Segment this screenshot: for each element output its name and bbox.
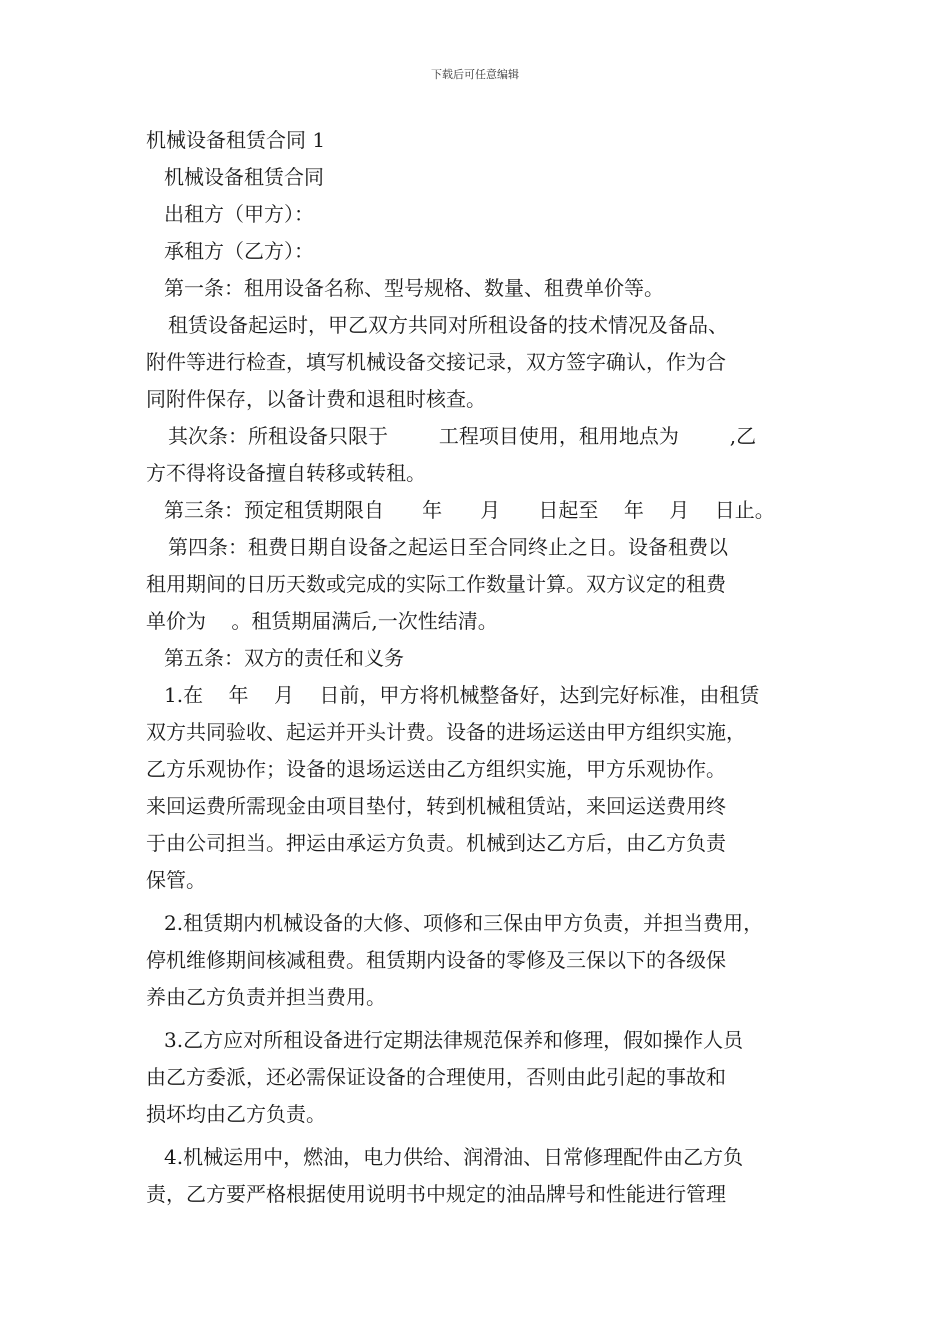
paragraph-line: 由乙方委派，还必需保证设备的合理使用，否则由此引起的事故和 — [146, 1065, 726, 1089]
article-5: 第五条：双方的责任和义务 — [164, 646, 404, 670]
paragraph-line: 养由乙方负责并担当费用。 — [146, 985, 386, 1009]
paragraph-line: 附件等进行检查，填写机械设备交接记录，双方签字确认，作为合 — [146, 350, 726, 374]
lessee-line: 承租方（乙方）： — [164, 239, 314, 263]
document-title: 机械设备租赁合同 1 — [146, 128, 326, 152]
paragraph-line: 停机维修期间核减租费。租赁期内设备的零修及三保以下的各级保 — [146, 948, 726, 972]
paragraph-line: 同附件保存，以备计费和退租时核查。 — [146, 387, 486, 411]
contract-heading: 机械设备租赁合同 — [164, 165, 324, 189]
article-2: 其次条：所租设备只限于 工程项目使用，租用地点为 ,乙 — [168, 424, 757, 448]
clause-2: 2.租赁期内机械设备的大修、项修和三保由甲方负责，并担当费用， — [164, 911, 764, 935]
lessor-line: 出租方（甲方）： — [164, 202, 314, 226]
paragraph-line: 来回运费所需现金由项目垫付，转到机械租赁站，来回运送费用终 — [146, 794, 726, 818]
paragraph-line: 损坏均由乙方负责。 — [146, 1102, 326, 1126]
clause-4: 4.机械运用中，燃油，电力供给、润滑油、日常修理配件由乙方负 — [164, 1145, 744, 1169]
paragraph-line: 于由公司担当。押运由承运方负责。机械到达乙方后，由乙方负责 — [146, 831, 726, 855]
document-body — [146, 122, 806, 1213]
paragraph-line: 乙方乐观协作；设备的退场运送由乙方组织实施，甲方乐观协作。 — [146, 757, 726, 781]
paragraph-line: 方不得将设备擅自转移或转租。 — [146, 461, 426, 485]
paragraph-line: 双方共同验收、起运并开头计费。设备的进场运送由甲方组织实施， — [146, 720, 746, 744]
clause-1: 1.在 年 月 日前，甲方将机械整备好，达到完好标准，由租赁 — [164, 683, 760, 707]
article-1: 第一条：租用设备名称、型号规格、数量、租费单价等。 — [164, 276, 664, 300]
article-3: 第三条：预定租赁期限自 年 月 日起至 年 月 日止。 — [164, 498, 775, 522]
paragraph-line: 租赁设备起运时，甲乙双方共同对所租设备的技术情况及备品、 — [168, 313, 728, 337]
paragraph-line: 保管。 — [146, 868, 206, 892]
article-4: 第四条：租费日期自设备之起运日至合同终止之日。设备租费以 — [168, 535, 728, 559]
paragraph-line: 租用期间的日历天数或完成的实际工作数量计算。双方议定的租费 — [146, 572, 726, 596]
clause-3: 3.乙方应对所租设备进行定期法律规范保养和修理，假如操作人员 — [164, 1028, 744, 1052]
header-note: 下载后可任意编辑 — [431, 68, 519, 81]
paragraph-line: 单价为 。租赁期届满后,一次性结清。 — [146, 609, 498, 633]
paragraph-line: 责，乙方要严格根据使用说明书中规定的油品牌号和性能进行管理 — [146, 1182, 726, 1206]
